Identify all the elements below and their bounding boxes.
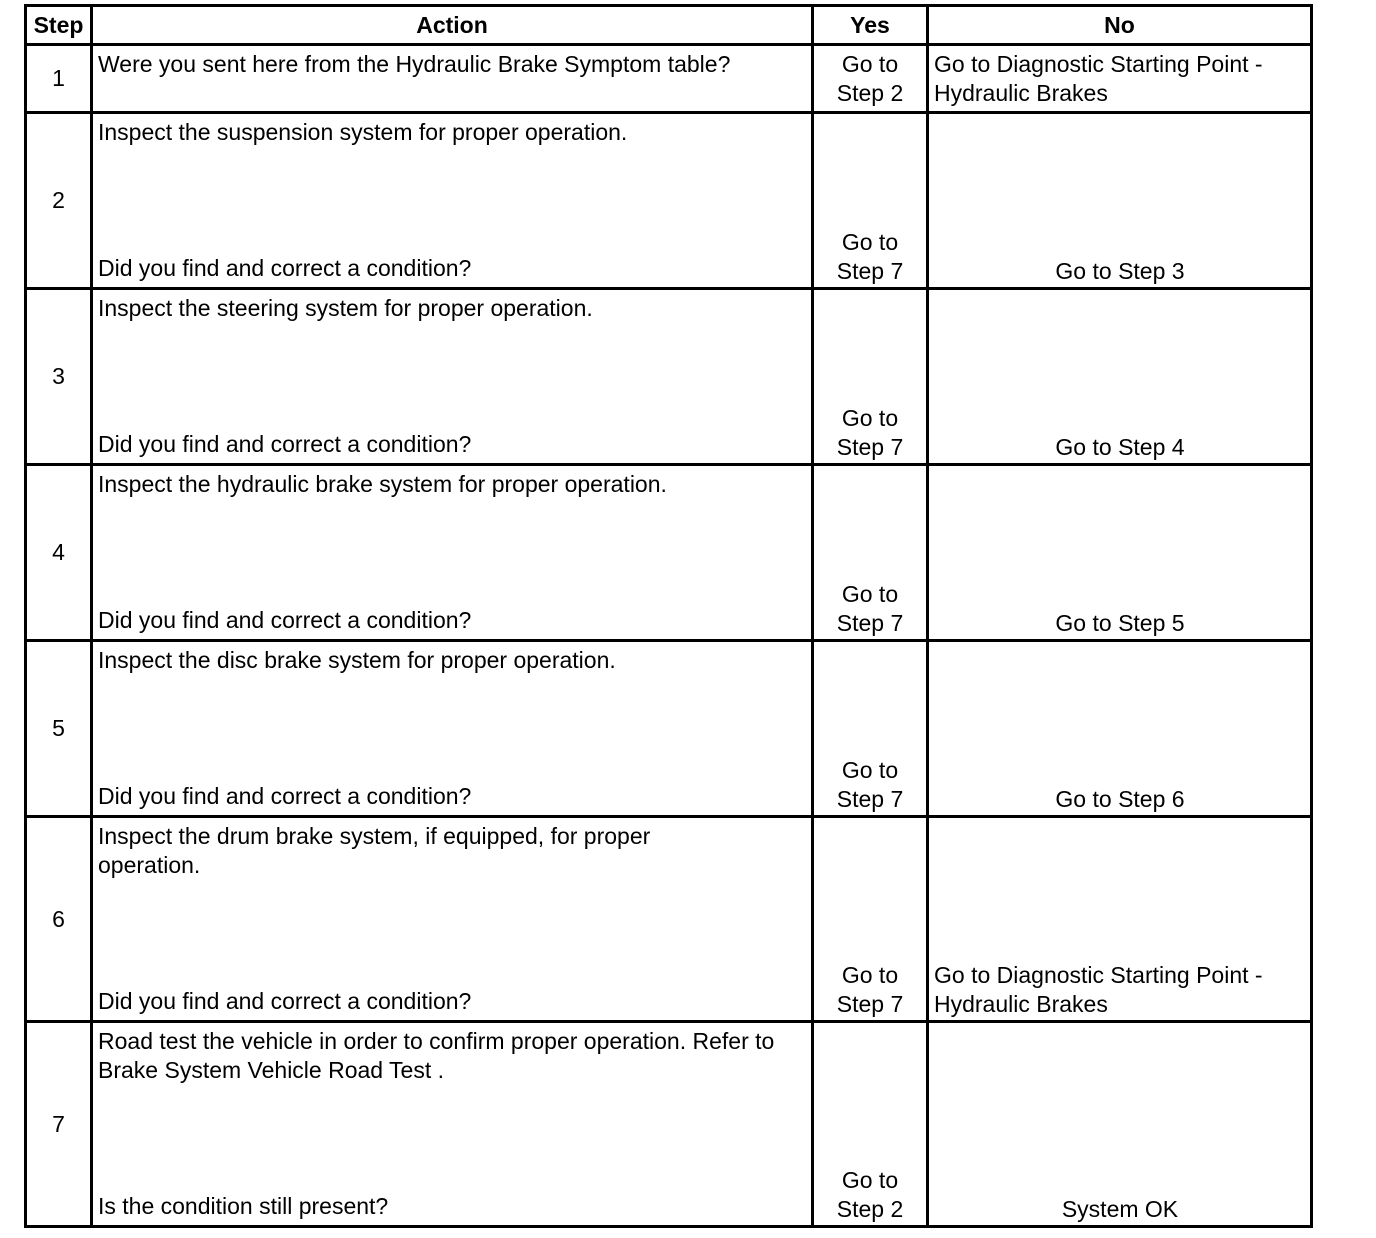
header-row: [26, 6, 1312, 45]
action-question: Did you find and correct a condition?: [98, 988, 472, 1014]
step-number: 2: [26, 113, 92, 289]
yes-cell: Go to Step 2: [813, 45, 928, 113]
step-number: 7: [26, 1022, 92, 1227]
action-question: Did you find and correct a condition?: [98, 255, 472, 281]
yes-cell: Go to Step 7: [813, 465, 928, 641]
action-cell: [92, 1022, 813, 1227]
table-row: [26, 289, 1312, 465]
step-number: 1: [26, 45, 92, 113]
action-cell: [92, 113, 813, 289]
no-cell: Go to Step 5: [928, 465, 1312, 641]
step-number: 4: [26, 465, 92, 641]
header-yes: Yes: [813, 6, 928, 45]
action-text: Inspect the hydraulic brake system for proper operation.: [98, 471, 667, 497]
action-cell: [92, 465, 813, 641]
no-cell: Go to Diagnostic Starting Point - Hydraulic Brakes: [928, 45, 1312, 113]
yes-cell: Go to Step 7: [813, 817, 928, 1022]
action-text: Inspect the steering system for proper operation.: [98, 295, 593, 321]
no-cell: Go to Step 4: [928, 289, 1312, 465]
yes-cell: Go to Step 2: [813, 1022, 928, 1227]
header-no: No: [928, 6, 1312, 45]
step-number: 3: [26, 289, 92, 465]
action-text: Road test the vehicle in order to confirm proper operation. Refer to Brake System Vehicle Road Test .: [98, 1028, 775, 1083]
yes-cell: Go to Step 7: [813, 113, 928, 289]
yes-cell: Go to Step 7: [813, 641, 928, 817]
no-cell: System OK: [928, 1022, 1312, 1227]
no-cell: Go to Step 3: [928, 113, 1312, 289]
step-number: 5: [26, 641, 92, 817]
no-cell: Go to Diagnostic Starting Point - Hydraulic Brakes: [928, 817, 1312, 1022]
header-action: Action: [92, 6, 813, 45]
action-question: Is the condition still present?: [98, 1193, 389, 1219]
action-cell: [92, 817, 813, 1022]
action-text: Inspect the suspension system for proper operation.: [98, 119, 628, 145]
action-question: Did you find and correct a condition?: [98, 607, 472, 633]
step-number: 6: [26, 817, 92, 1022]
action-cell: [92, 641, 813, 817]
action-question: Did you find and correct a condition?: [98, 783, 472, 809]
table-row: [26, 1022, 1312, 1227]
table-row: [26, 113, 1312, 289]
action-cell: [92, 289, 813, 465]
table-row: [26, 45, 1312, 113]
yes-cell: Go to Step 7: [813, 289, 928, 465]
action-text: Inspect the disc brake system for proper operation.: [98, 647, 616, 673]
table-row: [26, 641, 1312, 817]
table-row: [26, 817, 1312, 1022]
action-question: Did you find and correct a condition?: [98, 431, 472, 457]
header-step: Step: [26, 6, 92, 45]
action-text: Were you sent here from the Hydraulic Brake Symptom table?: [98, 51, 731, 77]
action-cell: [92, 45, 813, 113]
no-cell: Go to Step 6: [928, 641, 1312, 817]
diagnostic-table: [24, 4, 1313, 1228]
action-text: Inspect the drum brake system, if equipped, for proper operation.: [98, 823, 651, 878]
table-row: [26, 465, 1312, 641]
